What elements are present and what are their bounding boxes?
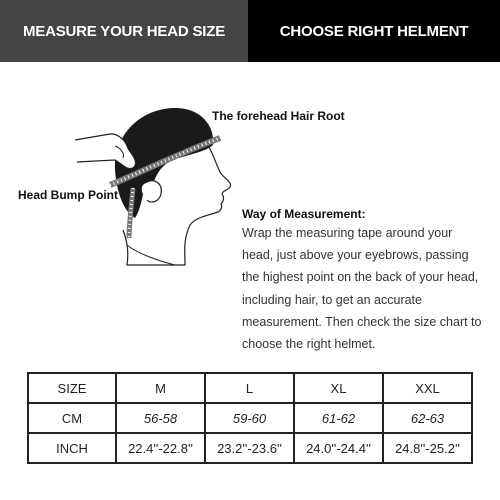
tab-choose-right-helmet[interactable]: CHOOSE RIGHT HELMENT <box>248 0 500 62</box>
cm-xl-cell: 61-62 <box>294 403 383 433</box>
table-row <box>28 433 472 463</box>
size-header-cell: SIZE <box>28 373 116 403</box>
cm-l-cell: 59-60 <box>205 403 294 433</box>
size-xl-cell: XL <box>294 373 383 403</box>
size-m-cell: M <box>116 373 205 403</box>
tab-measure-head-size[interactable]: MEASURE YOUR HEAD SIZE <box>0 0 248 62</box>
inch-label-cell: INCH <box>28 433 116 463</box>
way-of-measurement-text: Wrap the measuring tape around your head, just above your eyebrows, passing the highest point on the back of your head, including hair, to get an accurate measurement. Then check the size chart to choose the right helmet. <box>242 226 482 352</box>
way-of-measurement-title: Way of Measurement: <box>242 207 366 221</box>
cm-label-cell: CM <box>28 403 116 433</box>
head-bump-point-label: Head Bump Point <box>18 188 119 202</box>
table-row <box>28 373 472 403</box>
table-row <box>28 403 472 433</box>
inch-xl-cell: 24.0''-24.4'' <box>294 433 383 463</box>
size-xxl-cell: XXL <box>383 373 472 403</box>
ear-shape <box>147 181 161 202</box>
size-chart-table <box>27 372 473 464</box>
cm-m-cell: 56-58 <box>116 403 205 433</box>
size-l-cell: L <box>205 373 294 403</box>
forehead-hair-root-label: The forehead Hair Root <box>212 109 345 123</box>
inch-l-cell: 23.2''-23.6'' <box>205 433 294 463</box>
header-tabs <box>0 0 500 62</box>
inch-xxl-cell: 24.8''-25.2'' <box>383 433 472 463</box>
inch-m-cell: 22.4''-22.8'' <box>116 433 205 463</box>
cm-xxl-cell: 62-63 <box>383 403 472 433</box>
